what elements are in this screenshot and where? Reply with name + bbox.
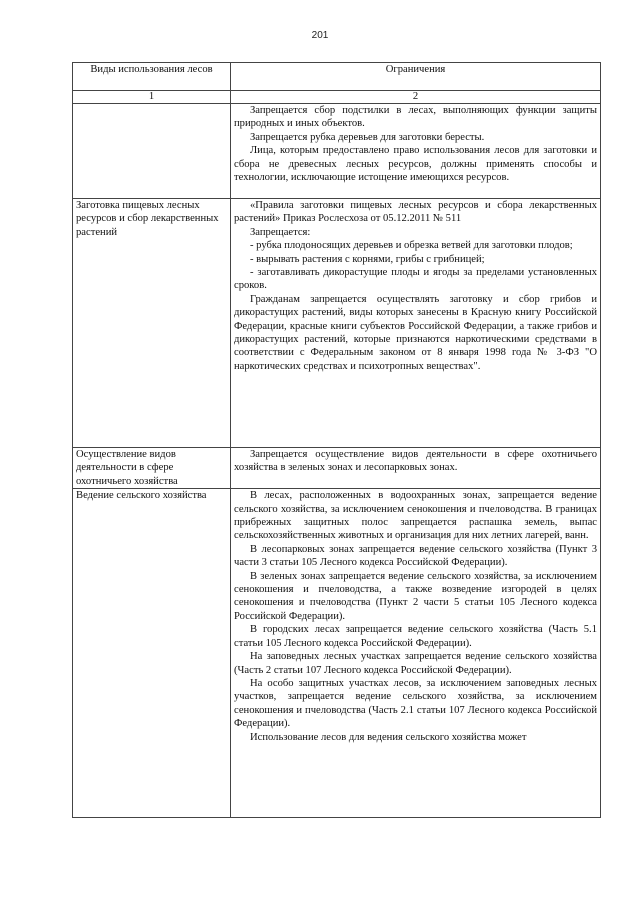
use-type-cell: Ведение сельского хозяйства: [73, 489, 231, 818]
restriction-paragraph: - рубка плодоносящих деревьев и обрезка ветвей для заготовки плодов;: [250, 240, 573, 252]
restriction-paragraph: В городских лесах запрещается ведение сельского хозяйства (Часть 5.1 статьи 105 Лесного кодекса Российской Федерации).: [234, 624, 597, 649]
table-row: [73, 489, 601, 818]
column-number-2: 2: [231, 91, 601, 104]
restriction-paragraph: В лесах, расположенных в водоохранных зонах, запрещается ведение сельского хозяйства, за исключением сенокошения и пчеловодства. В границах прибрежных защитных полос запрещается распашка земель, выпас сельскохозяйственных животных и организация для них летних лагерей, ванн.: [234, 490, 597, 542]
table-row: [73, 199, 601, 448]
restriction-cell: [231, 104, 601, 199]
restriction-paragraph: Запрещается сбор подстилки в лесах, выполняющих функции защиты природных и иных объектов.: [234, 105, 597, 130]
restriction-paragraph: На заповедных лесных участках запрещается ведение сельского хозяйства (Часть 2 статьи 107 Лесного кодекса Российской Федерации).: [234, 651, 597, 676]
header-forest-use-types: Виды использования лесов: [73, 63, 231, 91]
table-header-row: [73, 63, 601, 91]
restriction-paragraph: На особо защитных участках лесов, за исключением заповедных лесных участков, запрещается ведение сельского хозяйства, за исключением сенокошения и пчеловодства (Часть 2.1 статьи 107 Лесного кодекса Российской Федерации).: [234, 677, 597, 730]
restriction-paragraph: Использование лесов для ведения сельского хозяйства может: [250, 731, 527, 743]
use-type-cell: [73, 104, 231, 199]
restriction-paragraph: - вырывать растения с корнями, грибы с грибницей;: [250, 253, 485, 265]
restriction-cell: [231, 448, 601, 489]
restriction-paragraph: В зеленых зонах запрещается ведение сельского хозяйства, за исключением сенокошения и пчеловодства, а также возведение изгородей в целях сенокошения и пчеловодства (Пункт 2 части 5 статьи 105 Лесного кодекса Российской Федерации).: [234, 570, 597, 622]
restriction-cell: [231, 489, 601, 818]
restriction-cell: [231, 199, 601, 448]
restrictions-table: [72, 62, 601, 818]
column-number-1: 1: [73, 91, 231, 104]
restriction-paragraph: Запрещается рубка деревьев для заготовки бересты.: [250, 131, 485, 143]
restriction-paragraph: Лица, которым предоставлено право использования лесов для заготовки и сбора не древесных лесных ресурсов, должны применять способы и технологии, исключающие истощение имеющихся ресурсов.: [234, 145, 597, 184]
use-type-cell: Осуществление видов деятельности в сфере охотничьего хозяйства: [73, 448, 231, 489]
restriction-paragraph: «Правила заготовки пищевых лесных ресурсов и сбора лекарственных растений» Приказ Рослесхоза от 05.12.2011 № 511: [234, 200, 597, 225]
restriction-paragraph: - заготавливать дикорастущие плоды и ягоды за пределами установленных сроков.: [234, 267, 597, 292]
restriction-paragraph: В лесопарковых зонах запрещается ведение сельского хозяйства (Пункт 3 части 3 статьи 105 Лесного кодекса Российской Федерации).: [234, 543, 597, 569]
table-row: [73, 448, 601, 489]
table-row: [73, 104, 601, 199]
restriction-paragraph: Запрещается осуществление видов деятельности в сфере охотничьего хозяйства в зеленых зонах и лесопарковых зонах.: [234, 449, 597, 474]
page-number: 201: [311, 30, 329, 41]
restriction-paragraph: Гражданам запрещается осуществлять заготовку и сбор грибов и дикорастущих растений, виды которых занесены в Красную книгу Российской Федерации, красные книги субъектов Российской Федерации, а также грибов и дикорастущих растений, которые признаются наркотическими средствами в соответствии с Федеральным законом от 8 января 1998 года № 3-ФЗ "О наркотических средствах и психотропных веществах".: [234, 293, 597, 372]
header-restrictions: Ограничения: [231, 63, 601, 91]
use-type-cell: Заготовка пищевых лесных ресурсов и сбор лекарственных растений: [73, 199, 231, 448]
restriction-paragraph: Запрещается:: [250, 226, 311, 238]
column-number-row: [73, 91, 601, 104]
